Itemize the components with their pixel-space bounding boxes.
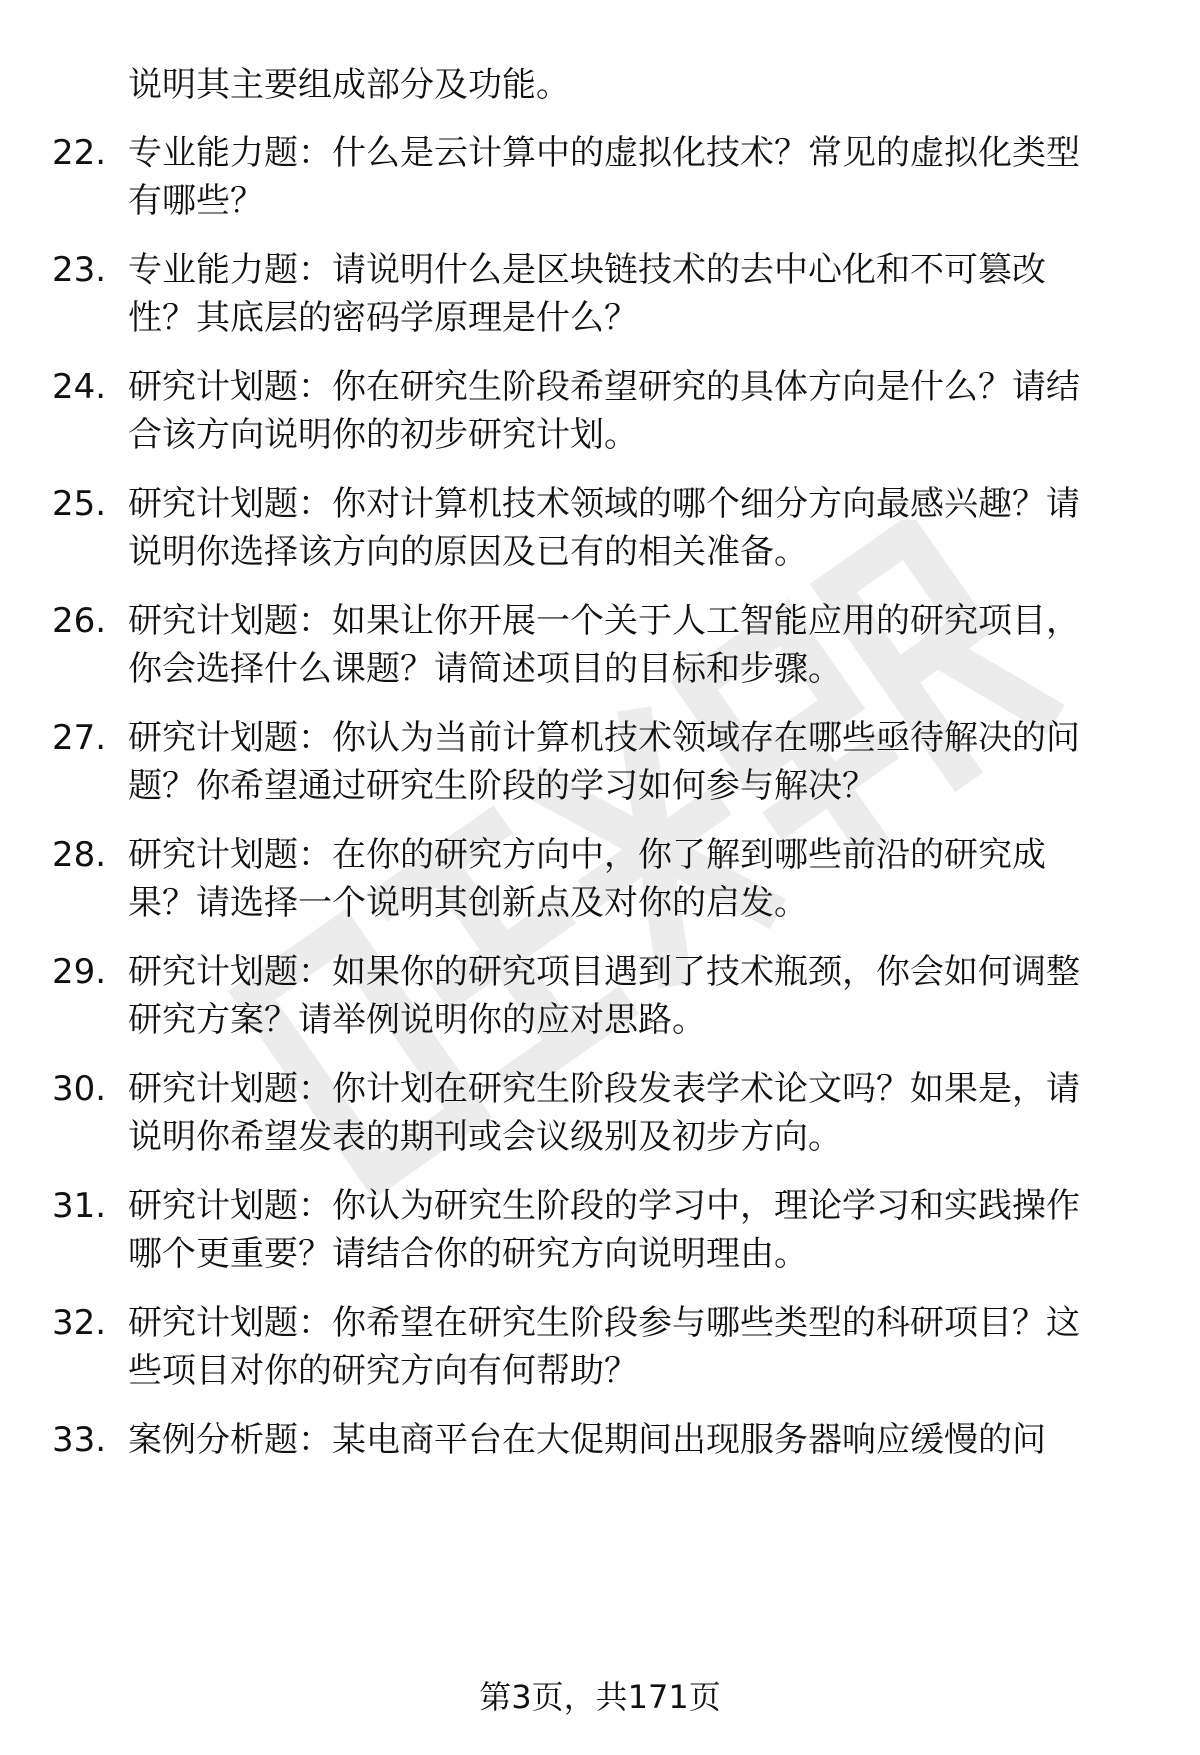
question-text-line-1: 研究计划题：如果让你开展一个关于人工智能应用的研究项目， (128, 601, 1080, 641)
question-number: 33. (52, 1420, 107, 1460)
question-text-line-1: 研究计划题：你对计算机技术领域的哪个细分方向最感兴趣？请 (128, 484, 1080, 524)
question-number: 27. (52, 718, 107, 758)
question-text-line-2: 性？其底层的密码学原理是什么？ (128, 298, 638, 338)
question-number: 32. (52, 1303, 107, 1343)
question-text-line-1: 研究计划题：你认为当前计算机技术领域存在哪些亟待解决的问 (128, 718, 1080, 758)
question-text-line-1: 专业能力题：请说明什么是区块链技术的去中心化和不可篡改 (128, 250, 1046, 290)
continuation-text: 说明其主要组成部分及功能。 (128, 65, 570, 105)
question-text-line-1: 研究计划题：你希望在研究生阶段参与哪些类型的科研项目？这 (128, 1303, 1080, 1343)
question-text-line-1: 研究计划题：你认为研究生阶段的学习中，理论学习和实践操作 (128, 1186, 1080, 1226)
question-text-line-1: 研究计划题：你在研究生阶段希望研究的具体方向是什么？请结 (128, 367, 1080, 407)
page-footer: 第3页，共171页 (479, 1678, 721, 1716)
question-text-line-2: 研究方案？请举例说明你的应对思路。 (128, 1000, 706, 1040)
question-number: 30. (52, 1069, 107, 1109)
question-number: 23. (52, 250, 107, 290)
question-text-line-2: 果？请选择一个说明其创新点及对你的启发。 (128, 883, 808, 923)
question-text-line-1: 研究计划题：如果你的研究项目遇到了技术瓶颈，你会如何调整 (128, 952, 1080, 992)
question-text-line-1: 研究计划题：你计划在研究生阶段发表学术论文吗？如果是，请 (128, 1069, 1080, 1109)
question-text-line-2: 题？你希望通过研究生阶段的学习如何参与解决？ (128, 766, 876, 806)
question-text-line-2: 有哪些？ (128, 181, 264, 221)
question-number: 26. (52, 601, 107, 641)
question-text-line-1: 研究计划题：在你的研究方向中，你了解到哪些前沿的研究成 (128, 835, 1046, 875)
question-text-line-1: 案例分析题：某电商平台在大促期间出现服务器响应缓慢的问 (128, 1420, 1046, 1460)
question-text-line-1: 专业能力题：什么是云计算中的虚拟化技术？常见的虚拟化类型 (128, 133, 1080, 173)
question-text-line-2: 哪个更重要？请结合你的研究方向说明理由。 (128, 1234, 808, 1274)
question-text-line-2: 些项目对你的研究方向有何帮助？ (128, 1351, 638, 1391)
question-number: 25. (52, 484, 107, 524)
question-text-line-2: 合该方向说明你的初步研究计划。 (128, 415, 638, 455)
question-number: 31. (52, 1186, 107, 1226)
question-number: 22. (52, 133, 107, 173)
question-number: 28. (52, 835, 107, 875)
question-text-line-2: 说明你选择该方向的原因及已有的相关准备。 (128, 532, 808, 572)
question-number: 29. (52, 952, 107, 992)
question-text-line-2: 说明你希望发表的期刊或会议级别及初步方向。 (128, 1117, 842, 1157)
question-number: 24. (52, 367, 107, 407)
question-text-line-2: 你会选择什么课题？请简述项目的目标和步骤。 (128, 649, 842, 689)
